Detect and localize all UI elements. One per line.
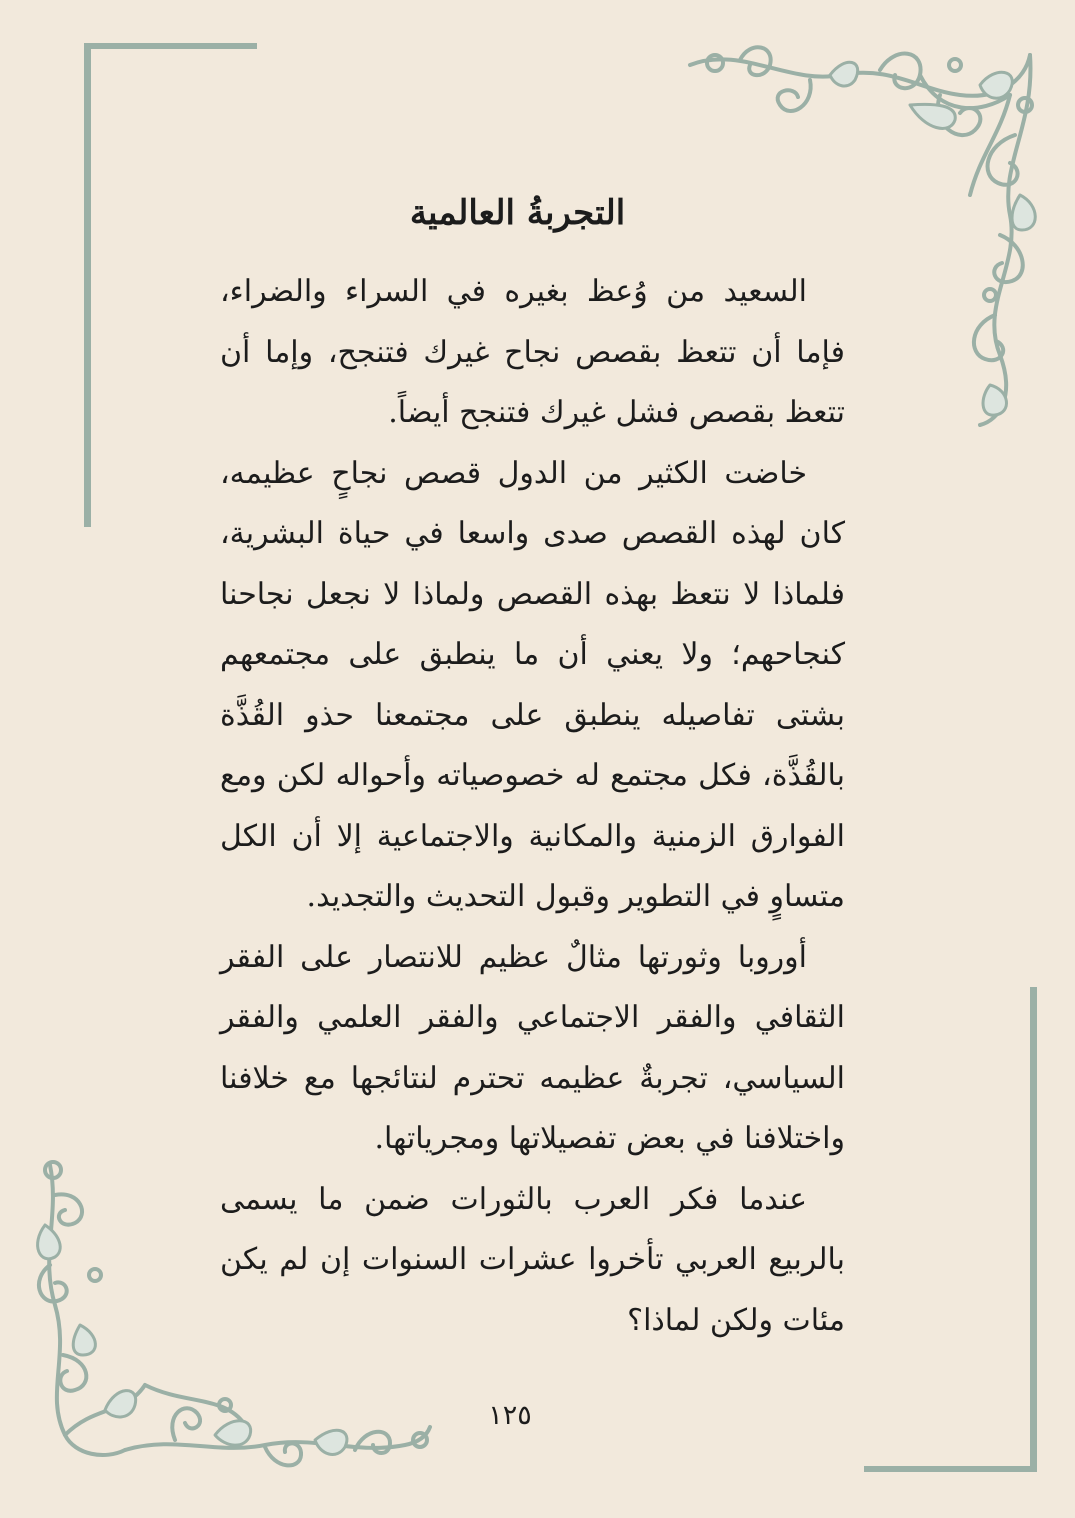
paragraph-1: السعيد من وُعظ بغيره في السراء والضراء، فإما أن تتعظ بقصص نجاح غيرك فتنجح، وإما أن تتعظ بقصص فشل غيرك فتنجح أيضاً. [220, 274, 845, 430]
frame-bottom-right-vertical [1030, 987, 1037, 1472]
body-text [220, 262, 845, 1351]
frame-top-left-vertical [84, 43, 91, 527]
page-number: ١٢٥ [488, 1400, 532, 1431]
page-title: التجربةُ العالمية [409, 193, 626, 233]
frame-top-left-horizontal [84, 43, 257, 49]
paragraph-2: خاضت الكثير من الدول قصص نجاحٍ عظيمه، كان لهذه القصص صدى واسعا في حياة البشرية، فلماذا لا نتعظ بهذه القصص ولماذا لا نجعل نجاحنا كنجاحهم؛ ولا يعني أن ما ينطبق على مجتمعهم بشتى تفاصيله ينطبق على مجتمعنا حذو القُذَّة بالقُذَّة، فكل مجتمع له خصوصياته وأحواله لكن ومع الفوارق الزمنية والمكانية والاجتماعية إلا أن الكل متساوٍ في التطوير وقبول التحديث والتجديد. [220, 455, 845, 914]
paragraph-3: أوروبا وثورتها مثالٌ عظيم للانتصار على الفقر الثقافي والفقر الاجتماعي والفقر العلمي والفقر السياسي، تجربةٌ عظيمه تحترم لنتائجها مع خلافنا واختلافنا في بعض تفصيلاتها ومجرياتها. [220, 939, 845, 1156]
frame-bottom-right-horizontal [864, 1466, 1037, 1472]
paragraph-4: عندما فكر العرب بالثورات ضمن ما يسمى بالربيع العربي تأخروا عشرات السنوات إن لم يكن مئات ولكن لماذا؟ [220, 1181, 845, 1338]
